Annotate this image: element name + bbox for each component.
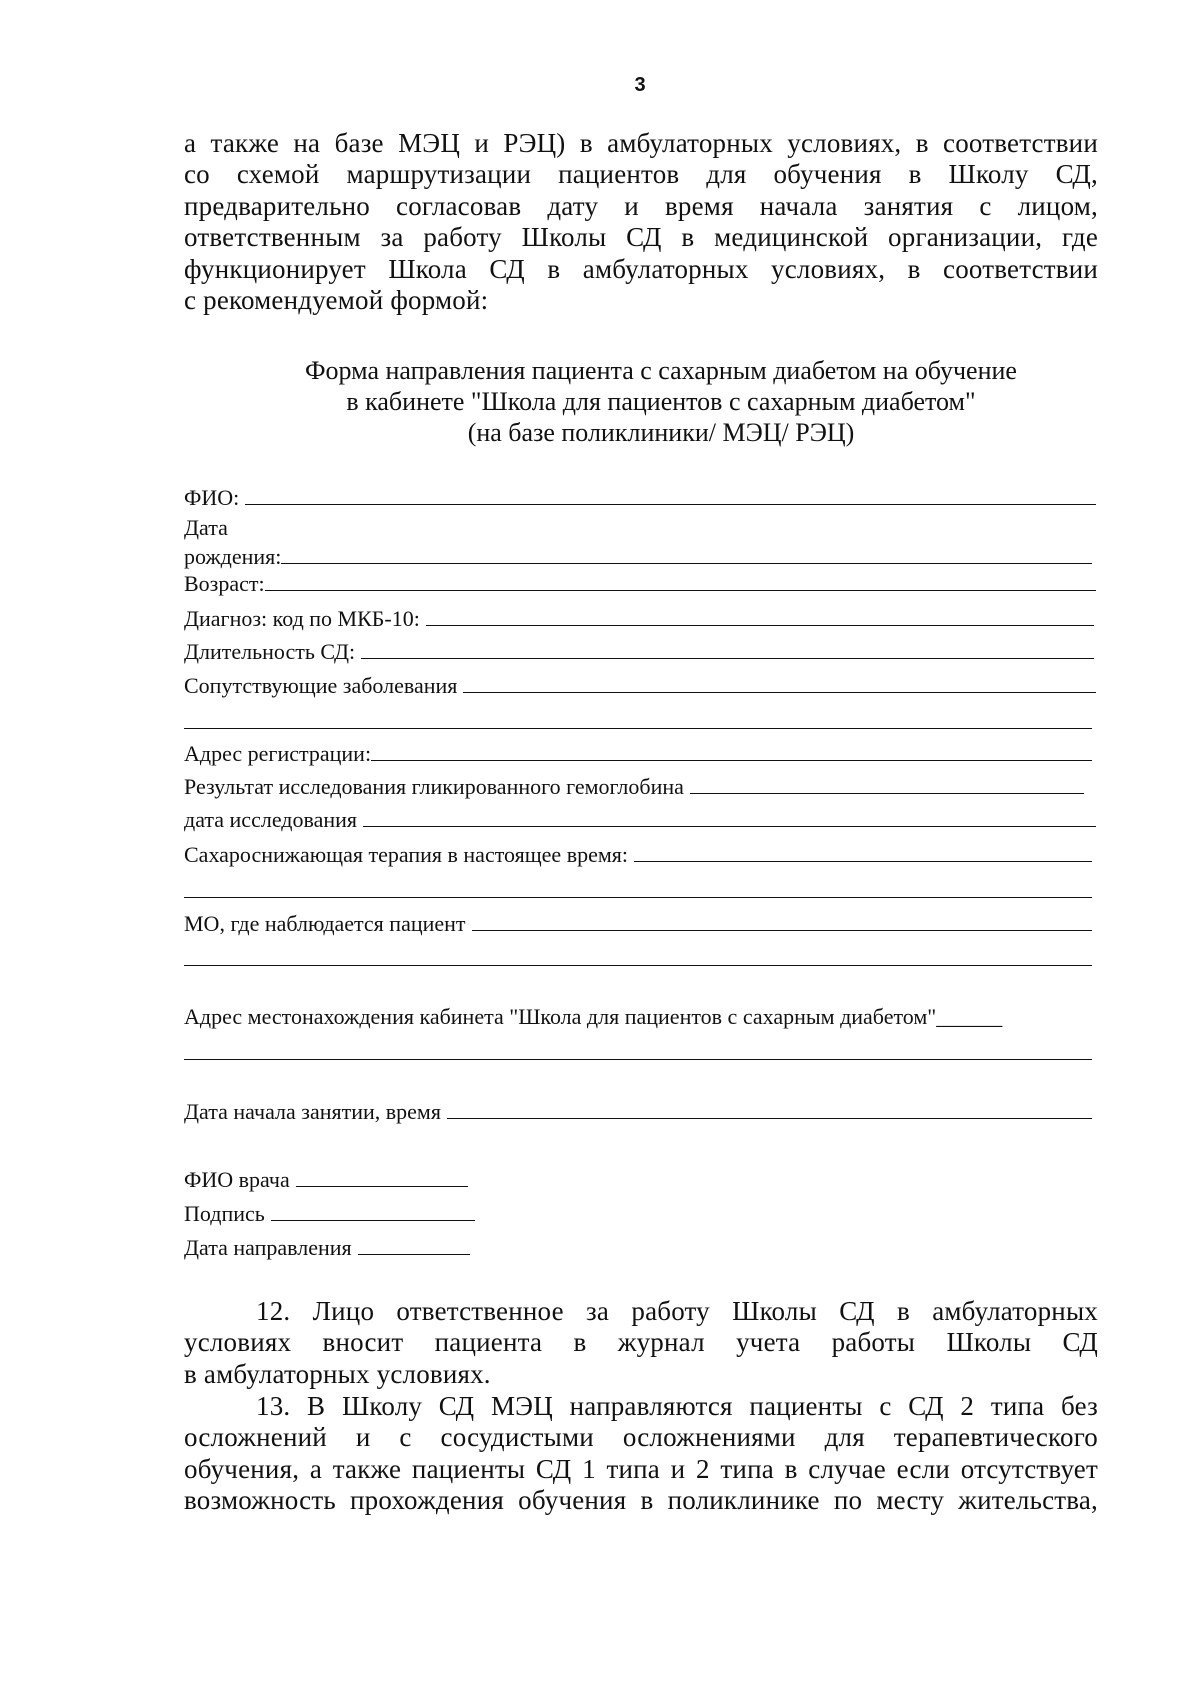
age-blank[interactable] (265, 570, 1096, 591)
duration-blank[interactable] (361, 638, 1094, 659)
paragraph-line: осложнений и с сосудистыми осложнениями для терапевтического (184, 1422, 1098, 1453)
field-label: рождения: (184, 544, 282, 569)
comorbid-blank[interactable] (463, 672, 1096, 693)
field-label: Длительность СД: (184, 639, 356, 664)
field-label: Возраст: (184, 571, 265, 596)
form-title-line: Форма направления пациента с сахарным диабетом на обучение (305, 356, 1017, 385)
field-address (184, 740, 1092, 767)
paragraph-line: 12. Лицо ответственное за работу Школы СД в амбулаторных (256, 1296, 1098, 1326)
school-address-blank[interactable] (184, 1059, 1092, 1060)
intro-line: а также на базе МЭЦ и РЭЦ) в амбулаторных условиях, в соответствии (184, 128, 1098, 158)
paragraph-line: обучения, а также пациенты СД 1 типа и 2 типа в случае если отсутствует (184, 1453, 1098, 1484)
paragraph-line: условиях вносит пациента в журнал учета работы Школы СД (184, 1327, 1098, 1358)
paragraph-line: 13. В Школу СД МЭЦ направляются пациенты с СД 2 типа без (256, 1391, 1098, 1421)
field-fio (184, 484, 1096, 511)
start-date-blank[interactable] (447, 1098, 1092, 1119)
birthdate-blank[interactable] (281, 543, 1092, 564)
field-label: Дата начала занятии, время (184, 1099, 441, 1124)
intro-line: со схемой маршрутизации пациентов для обучения в Школу СД, (184, 159, 1098, 190)
field-start-date (184, 1098, 1092, 1125)
intro-line: предварительно согласовав дату и время начала занятия с лицом, (184, 190, 1098, 221)
field-label: Диагноз: код по МКБ-10: (184, 606, 420, 631)
paragraph-12 (184, 1296, 1098, 1390)
fio-blank[interactable] (245, 484, 1096, 505)
intro-paragraph (184, 128, 1098, 316)
field-label: МО, где наблюдается пациент (184, 911, 466, 936)
comorbid-blank-2[interactable] (184, 728, 1092, 729)
field-age (184, 570, 1096, 597)
field-mo (184, 910, 1092, 937)
field-diagnosis (184, 605, 1094, 632)
field-label: ФИО врача (184, 1167, 290, 1192)
intro-line: функционирует Школа СД в амбулаторных условиях, в соответствии (184, 253, 1098, 284)
field-duration (184, 638, 1094, 665)
field-label: ФИО: (184, 485, 240, 510)
field-therapy (184, 841, 1092, 868)
form-title-line: в кабинете "Школа для пациентов с сахарным диабетом" (346, 387, 976, 416)
hba1c-blank[interactable] (690, 773, 1084, 794)
paragraph-13 (184, 1391, 1098, 1517)
paragraph-line: возможность прохождения обучения в поликлинике по месту жительства, (184, 1485, 1098, 1516)
field-hba1c (184, 773, 1084, 800)
signature-blank[interactable] (271, 1200, 475, 1221)
field-label: дата исследования (184, 807, 358, 832)
referral-date-blank[interactable] (358, 1234, 470, 1255)
field-birth-label-1 (184, 515, 1096, 541)
address-blank[interactable] (371, 740, 1092, 761)
therapy-blank[interactable] (634, 841, 1092, 862)
intro-line: ответственным за работу Школы СД в медицинской организации, где (184, 222, 1098, 253)
field-label: Дата направления (184, 1235, 352, 1260)
field-label: Подпись (184, 1201, 265, 1226)
doctor-blank[interactable] (296, 1166, 468, 1187)
field-study-date (184, 806, 1096, 833)
field-label: Адрес регистрации: (184, 741, 372, 766)
paragraph-line: в амбулаторных условиях. (184, 1358, 491, 1389)
field-label: Адрес местонахождения кабинета "Школа для пациентов с сахарным диабетом"______ (184, 1004, 1003, 1029)
field-birthdate (184, 543, 1092, 570)
diagnosis-blank[interactable] (426, 605, 1094, 626)
field-label: Результат исследования гликированного гемоглобина (184, 774, 684, 799)
field-referral-date (184, 1234, 470, 1261)
form-title-line: (на базе поликлиники/ МЭЦ/ РЭЦ) (467, 418, 855, 447)
field-doctor (184, 1166, 468, 1193)
intro-line: с рекомендуемой формой: (184, 285, 489, 316)
field-label: Сахароснижающая терапия в настоящее время: (184, 842, 629, 867)
mo-blank[interactable] (472, 910, 1092, 931)
page-number: 3 (634, 74, 646, 96)
mo-blank-2[interactable] (184, 965, 1092, 966)
field-signature (184, 1200, 475, 1227)
field-school-address (184, 1004, 1096, 1030)
field-comorbid (184, 672, 1096, 699)
form-title (184, 355, 1098, 448)
field-label: Сопутствующие заболевания (184, 673, 458, 698)
field-label: Дата (184, 515, 228, 540)
study-date-blank[interactable] (363, 806, 1096, 827)
therapy-blank-2[interactable] (184, 897, 1092, 898)
